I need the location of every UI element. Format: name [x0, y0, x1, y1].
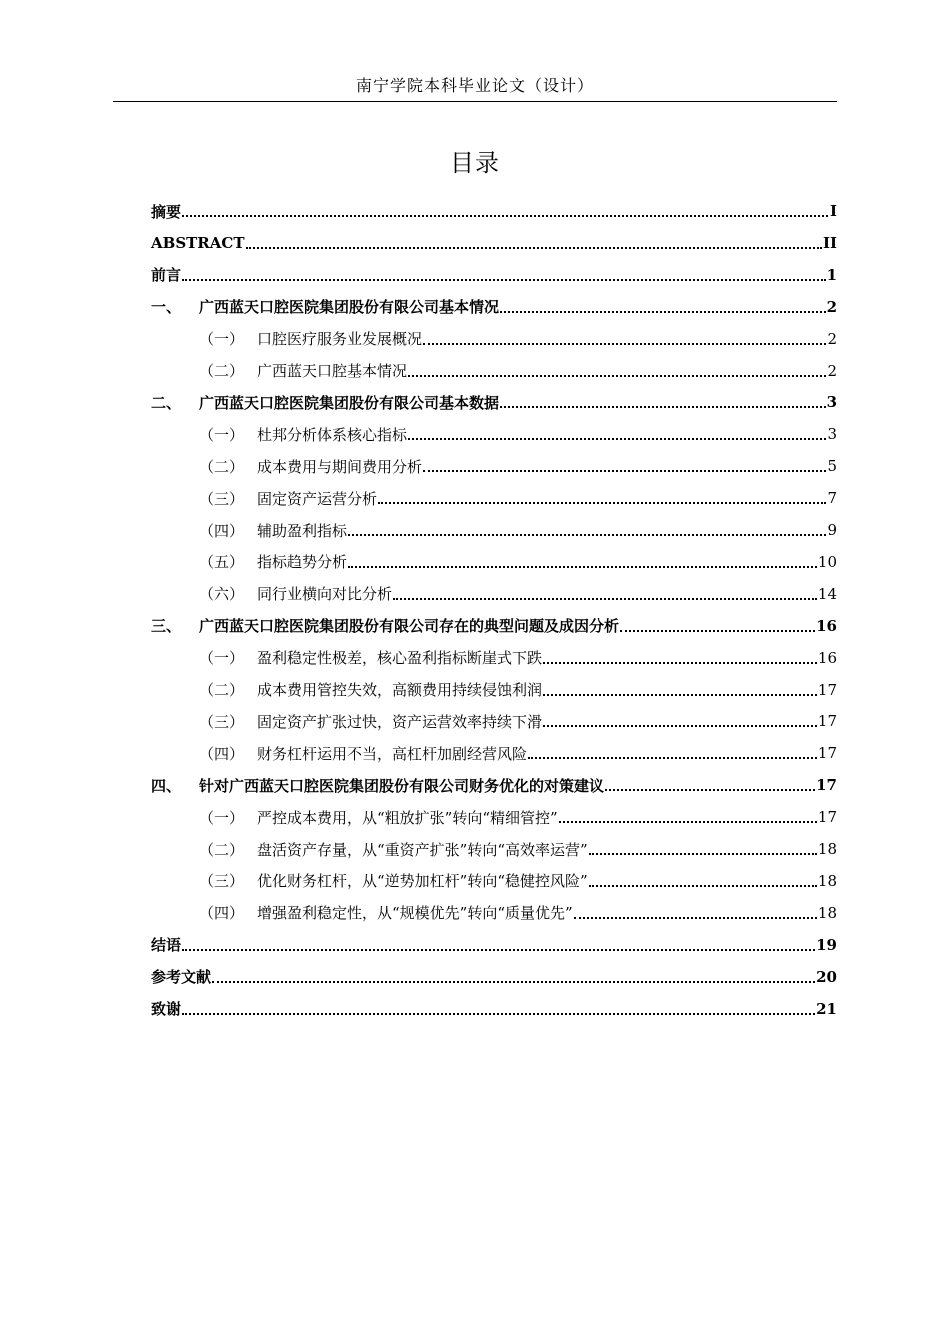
toc-dot-leader — [543, 694, 817, 696]
toc-entry-number: （三） — [199, 489, 245, 508]
toc-entry-number: （五） — [199, 553, 245, 572]
toc-entry-label: 针对广西蓝天口腔医院集团股份有限公司财务优化的对策建议 — [199, 776, 605, 795]
toc-entry-label: 广西蓝天口腔医院集团股份有限公司基本情况 — [199, 298, 500, 317]
toc-entry-number: 四、 — [151, 776, 182, 795]
toc-dot-leader — [408, 438, 826, 440]
toc-entry-page: 18 — [817, 871, 837, 890]
toc-entry-label: 广西蓝天口腔基本情况 — [257, 362, 408, 380]
toc-entry-number: 一、 — [151, 298, 182, 317]
toc-entry-label: 盘活资产存量，从“重资产扩张”转向“高效率运营” — [257, 840, 588, 859]
toc-entry-page: 17 — [817, 744, 837, 763]
toc-entry-number: （六） — [199, 585, 245, 604]
toc-dot-leader — [574, 917, 817, 919]
toc-entry-number: （四） — [199, 744, 245, 763]
toc-dot-leader — [423, 470, 826, 472]
toc-entry-label: 同行业横向对比分析 — [257, 585, 393, 604]
toc-dot-leader — [393, 598, 817, 600]
toc-entry-label: 成本费用与期间费用分析 — [257, 457, 423, 476]
toc-entry[interactable] — [151, 451, 837, 481]
toc-entry-page: 2 — [826, 297, 837, 316]
toc-dot-leader — [182, 1013, 815, 1015]
toc-entry[interactable] — [151, 515, 837, 545]
toc-dot-leader — [543, 662, 817, 664]
toc-dot-leader — [500, 311, 826, 313]
toc-title: 目录 — [450, 149, 500, 177]
toc-entry-label: 增强盈利稳定性，从“规模优先”转向“质量优先” — [257, 904, 573, 923]
toc-dot-leader — [423, 343, 826, 345]
toc-entry-label: 固定资产运营分析 — [257, 489, 378, 508]
toc-entry-number: （一） — [199, 649, 245, 668]
toc-entry-page: 19 — [816, 935, 837, 954]
toc-entry[interactable] — [151, 228, 837, 258]
toc-entry-number: （二） — [199, 457, 245, 476]
toc-entry-number: （二） — [199, 362, 245, 380]
toc-entry[interactable] — [151, 706, 837, 736]
toc-entry-label: 财务杠杆运用不当，高杠杆加剧经营风险 — [257, 744, 528, 763]
toc-entry-page: 17 — [817, 680, 837, 699]
toc-entry[interactable] — [151, 643, 837, 673]
toc-entry[interactable] — [151, 196, 837, 226]
page-header: 南宁学院本科毕业论文（设计） — [355, 76, 594, 95]
toc-dot-leader — [212, 981, 815, 983]
toc-entry-number: （一） — [199, 425, 245, 444]
toc-entry[interactable] — [151, 770, 837, 800]
toc-entry-page: 21 — [816, 999, 837, 1018]
toc-dot-leader — [589, 853, 817, 855]
toc-entry-number: （二） — [199, 681, 245, 699]
toc-entry-page: 16 — [816, 616, 837, 635]
toc-entry-label: 摘要 — [151, 202, 182, 221]
toc-entry[interactable] — [151, 738, 837, 768]
toc-entry-page: 2 — [827, 329, 837, 348]
toc-entry[interactable] — [151, 962, 837, 992]
toc-entry-label: 盈利稳定性极差，核心盈利指标断崖式下跌 — [257, 649, 543, 668]
toc-entry-page: 20 — [816, 967, 837, 986]
toc-entry-label: ABSTRACT — [151, 233, 245, 252]
toc-entry-page: 17 — [817, 808, 837, 827]
toc-entry-page: 17 — [816, 776, 837, 795]
toc-entry-page: 3 — [826, 393, 837, 412]
toc-entry[interactable] — [151, 802, 837, 832]
toc-entry-page: 1 — [826, 265, 837, 284]
toc-entry-page: 17 — [817, 712, 837, 731]
toc-entry[interactable] — [151, 547, 837, 577]
toc-entry-number: （一） — [199, 330, 245, 349]
toc-dot-leader — [528, 757, 817, 759]
toc-dot-leader — [605, 789, 815, 791]
toc-entry-label: 辅助盈利指标 — [257, 521, 348, 540]
toc-entry-page: 7 — [827, 489, 837, 508]
toc-entry-page: 16 — [817, 648, 837, 667]
toc-entry-page: 14 — [817, 584, 837, 603]
toc-entry-page: II — [822, 233, 837, 252]
toc-dot-leader — [348, 566, 817, 568]
toc-entry-number: （三） — [199, 712, 245, 731]
toc-entry-page: I — [829, 202, 837, 220]
toc-entry[interactable] — [151, 324, 837, 354]
toc-dot-leader — [182, 215, 828, 217]
toc-dot-leader — [246, 247, 822, 249]
toc-entry[interactable] — [151, 930, 837, 960]
toc-entry-page: 5 — [827, 457, 837, 476]
toc-dot-leader — [559, 821, 817, 823]
toc-entry-label: 口腔医疗服务业发展概况 — [257, 330, 423, 349]
toc-dot-leader — [500, 406, 826, 408]
toc-dot-leader — [378, 502, 826, 504]
toc-entry-label: 致谢 — [151, 1000, 182, 1018]
toc-dot-leader — [348, 534, 826, 536]
toc-entry-number: （三） — [199, 872, 245, 891]
toc-entry-page: 9 — [827, 521, 837, 539]
toc-entry[interactable] — [151, 483, 837, 513]
toc-entry-label: 参考文献 — [151, 968, 212, 987]
toc-entry[interactable] — [151, 994, 837, 1024]
toc-entry-number: 二、 — [151, 393, 182, 412]
header-rule — [113, 101, 837, 102]
toc-entry-page: 2 — [827, 361, 837, 380]
toc-entry-label: 严控成本费用，从“粗放扩张”转向“精细管控” — [257, 808, 558, 827]
toc-entry-label: 广西蓝天口腔医院集团股份有限公司基本数据 — [199, 393, 500, 412]
toc-entry[interactable] — [151, 387, 837, 417]
toc-entry-page: 10 — [817, 552, 837, 571]
toc-entry[interactable] — [151, 419, 837, 449]
toc-entry-page: 18 — [817, 840, 837, 858]
toc-entry-label: 成本费用管控失效，高额费用持续侵蚀利润 — [257, 681, 543, 699]
toc-entry-label: 优化财务杠杆，从“逆势加杠杆”转向“稳健控风险” — [257, 872, 588, 891]
toc-dot-leader — [620, 630, 815, 632]
toc-entry-label: 固定资产扩张过快，资产运营效率持续下滑 — [257, 712, 543, 731]
toc-entry[interactable] — [151, 260, 837, 290]
toc-entry-label: 杜邦分析体系核心指标 — [257, 425, 408, 444]
toc-entry[interactable] — [151, 866, 837, 896]
toc-entry-number: 三、 — [151, 617, 182, 636]
toc-entry-label: 结语 — [151, 936, 182, 955]
toc-entry-page: 3 — [827, 425, 837, 444]
toc-entry[interactable] — [151, 611, 837, 641]
toc-entry-number: （一） — [199, 808, 245, 827]
toc-entry[interactable] — [151, 675, 837, 705]
toc-entry-label: 广西蓝天口腔医院集团股份有限公司存在的典型问题及成因分析 — [199, 617, 620, 636]
toc-entry-label: 前言 — [151, 266, 182, 285]
toc-entry[interactable] — [151, 356, 837, 386]
toc-entry-number: （四） — [199, 904, 245, 923]
toc-entry[interactable] — [151, 579, 837, 609]
toc-dot-leader — [408, 375, 826, 377]
toc-entry[interactable] — [151, 898, 837, 928]
toc-dot-leader — [182, 279, 826, 281]
toc-entry[interactable] — [151, 292, 837, 322]
toc-entry-number: （四） — [199, 521, 245, 540]
toc-entry[interactable] — [151, 834, 837, 864]
toc-dot-leader — [589, 885, 817, 887]
toc-dot-leader — [182, 949, 815, 951]
toc-entry-number: （二） — [199, 840, 245, 859]
toc-dot-leader — [543, 725, 817, 727]
toc-entry-label: 指标趋势分析 — [257, 553, 348, 572]
toc-entry-page: 18 — [817, 903, 837, 922]
